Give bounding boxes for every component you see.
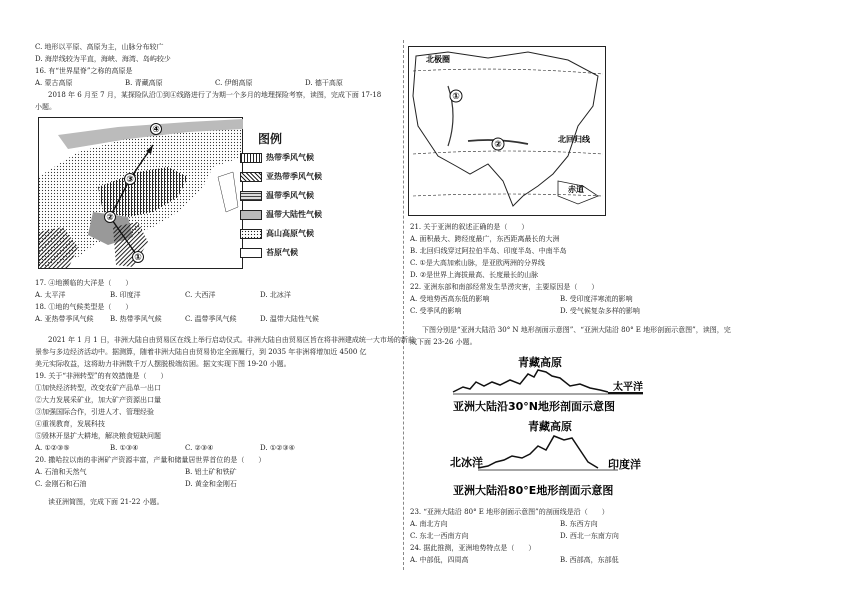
q17-stem: 17. ④地濒临的大洋是（ ） xyxy=(35,279,133,287)
q22-option-b: B. 受印度洋寒流的影响 xyxy=(560,295,633,303)
profile2-peak-label: 青藏高原 xyxy=(528,420,572,433)
arctic-circle-label: 北极圈 xyxy=(426,55,450,64)
q20-option-a: A. 石油和天然气 xyxy=(35,468,87,476)
passage-line-3: 美元实际收益，这将助力非洲数千万人摆脱极端贫困。据文实现下图 19-20 小题。 xyxy=(35,360,291,368)
intro-17-cont: 小题。 xyxy=(35,103,56,111)
legend-title: 图例 xyxy=(258,132,283,146)
q20-stem: 20. 撒哈拉以南的非洲矿产资源丰富，产量和储量居世界首位的是（ ） xyxy=(35,456,266,464)
q23-stem: 23. “亚洲大陆沿 80° E 地形剖面示意图”的剖面线是沿（ ） xyxy=(410,508,609,516)
legend-item-temperate-monsoon xyxy=(240,189,314,202)
intro-17: 2018 年 6 月至 7 月，某探险队沿①到④线路进行了为期一个多月的地理探险考察，读图，完成下面 17-18 xyxy=(48,91,382,99)
q23-option-c: C. 东北一西南方向 xyxy=(410,532,469,540)
map1-marker-3: ③ xyxy=(126,175,134,185)
q16-stem: 16. 有“世界屋脊”之称的高原是 xyxy=(35,67,133,75)
q22-option-a: A. 受地势西高东低的影响 xyxy=(410,295,490,303)
legend-label: 温带季风气候 xyxy=(266,191,314,200)
q24-stem: 24. 据此推测，亚洲地势特点是（ ） xyxy=(410,544,536,552)
legend-label: 温带大陆性气候 xyxy=(266,210,322,219)
option-d-prev: D. 海岸线较为平直，海峡、海湾、岛屿较少 xyxy=(35,55,171,63)
q24-option-a: A. 中部低，四周高 xyxy=(410,556,469,564)
q18-option-c: C. 温带季风气候 xyxy=(185,315,237,323)
q16-option-c: C. 伊朗高原 xyxy=(215,79,253,87)
q18-option-a: A. 亚热带季风气候 xyxy=(35,315,94,323)
swatch-lines xyxy=(240,191,262,201)
q19-option-c: C. ②③④ xyxy=(185,444,214,452)
map1-marker-1: ① xyxy=(134,253,142,263)
q16-option-a: A. 蒙古高原 xyxy=(35,79,73,87)
profile1-caption: 亚洲大陆沿30°N地形剖面示意图 xyxy=(453,400,616,413)
swatch-diagonal-hatch xyxy=(240,172,262,182)
legend-item-tundra xyxy=(240,246,298,259)
swatch-grey xyxy=(240,210,262,220)
q17-option-d: D. 北冰洋 xyxy=(260,291,291,299)
q19-item-1: ①加快经济转型，改变农矿产品单一出口 xyxy=(35,384,161,392)
profile2-left-label: 北冰洋 xyxy=(450,456,483,469)
q17-option-a: A. 太平洋 xyxy=(35,291,66,299)
legend-label: 热带季风气候 xyxy=(266,153,314,162)
legend-label: 高山高原气候 xyxy=(266,229,314,238)
column-divider xyxy=(403,40,404,570)
q21-option-a: A. 面积最大、跨经度最广，东西距离最长的大洲 xyxy=(410,235,560,243)
map1-marker-4: ④ xyxy=(152,125,160,135)
q19-option-a: A. ①②③⑤ xyxy=(35,444,70,452)
profile1-peak-label: 青藏高原 xyxy=(518,356,562,369)
q17-option-b: B. 印度洋 xyxy=(110,291,141,299)
q17-option-c: C. 大西洋 xyxy=(185,291,216,299)
q19-item-4: ④重视教育，发展科技 xyxy=(35,420,105,428)
legend-item-temperate-continental xyxy=(240,208,322,221)
legend-item-subtropical-monsoon xyxy=(240,170,322,183)
q23-option-b: B. 东西方向 xyxy=(560,520,598,528)
q19-option-d: D. ①②③④ xyxy=(260,444,295,452)
q19-item-2: ②大力发展采矿业，加大矿产资源出口量 xyxy=(35,396,161,404)
profile-80e xyxy=(448,416,658,498)
q23-option-a: A. 南北方向 xyxy=(410,520,448,528)
q21-stem: 21. 关于亚洲的叙述正确的是（ ） xyxy=(410,223,529,231)
intro-23: 下图分别是“亚洲大陆沿 30° N 地形剖面示意图”、“亚洲大陆沿 80° E 地形剖面示意图”，读图，完 xyxy=(422,326,731,334)
legend-item-highland xyxy=(240,227,314,240)
q21-option-d: D. ②是世界上海拔最高、长度最长的山脉 xyxy=(410,271,539,279)
option-c-prev: C. 地形以平原、高原为主，山脉分布较广 xyxy=(35,43,164,51)
legend-item-tropical-monsoon xyxy=(240,151,314,164)
legend-label: 苔原气候 xyxy=(266,248,298,257)
profile-30n xyxy=(448,352,658,414)
q22-option-c: C. 受季风的影响 xyxy=(410,307,462,315)
q22-option-d: D. 受气候复杂多样的影响 xyxy=(560,307,640,315)
q20-option-b: B. 铝土矿和铁矿 xyxy=(185,468,237,476)
q19-item-3: ③加强国际合作，引进人才、管理经验 xyxy=(35,408,154,416)
q22-stem: 22. 亚洲东部和南部经常发生旱涝灾害，主要原因是（ ） xyxy=(410,283,599,291)
asia-outline-map xyxy=(408,46,606,216)
map2-marker-2: ② xyxy=(494,140,502,150)
q19-option-b: B. ①③④ xyxy=(110,444,139,452)
passage-line-2: 景参与多边经济活动中。据测算，随着非洲大陆自由贸易协定全面履行，到 2035 年非洲将增加近 4500 亿 xyxy=(35,348,367,356)
legend-label: 亚热带季风气候 xyxy=(266,172,322,181)
profile2-right-label: 印度洋 xyxy=(608,458,641,471)
swatch-vertical-hatch xyxy=(240,153,262,163)
q24-option-b: B. 西部高，东部低 xyxy=(560,556,619,564)
map2-marker-1: ① xyxy=(452,92,460,102)
q19-item-5: ⑤毁林开垦扩大耕地，解决粮食短缺问题 xyxy=(35,432,161,440)
swatch-white xyxy=(240,248,262,258)
q16-option-b: B. 青藏高原 xyxy=(125,79,163,87)
q20-option-c: C. 金刚石和石油 xyxy=(35,480,87,488)
q19-stem: 19. 关于“非洲转型”的有效措施是（ ） xyxy=(35,372,168,380)
q20-option-d: D. 黄金和金刚石 xyxy=(185,480,237,488)
equator-label: 赤道 xyxy=(568,185,584,194)
profile1-ocean-label: 太平洋 xyxy=(613,382,643,393)
swatch-dots xyxy=(240,229,262,239)
q18-stem: 18. ①地的气候类型是（ ） xyxy=(35,303,133,311)
q18-option-b: B. 热带季风气候 xyxy=(110,315,162,323)
profile2-caption: 亚洲大陆沿80°E地形剖面示意图 xyxy=(453,484,614,497)
map1-marker-2: ② xyxy=(106,213,114,223)
intro-21: 读亚洲简图，完成下面 21-22 小题。 xyxy=(48,498,164,506)
q18-option-d: D. 温带大陆性气候 xyxy=(260,315,319,323)
tropic-label: 北回归线 xyxy=(558,135,590,144)
intro-23-cont: 成下面 23-26 小题。 xyxy=(410,338,477,346)
q21-option-b: B. 北回归线穿过阿拉伯半岛、印度半岛、中南半岛 xyxy=(410,247,567,255)
asia-climate-map xyxy=(38,117,243,269)
q23-option-d: D. 西北一东南方向 xyxy=(560,532,619,540)
q16-option-d: D. 德干高原 xyxy=(305,79,343,87)
q21-option-c: C. ①是大高加索山脉，是亚欧两洲的分界线 xyxy=(410,259,545,267)
passage-line-1: 2021 年 1 月 1 日，非洲大陆自由贸易区在线上举行启动仪式。非洲大陆自由贸易区旨在将非洲建成统一大市场的新前 xyxy=(48,336,415,344)
